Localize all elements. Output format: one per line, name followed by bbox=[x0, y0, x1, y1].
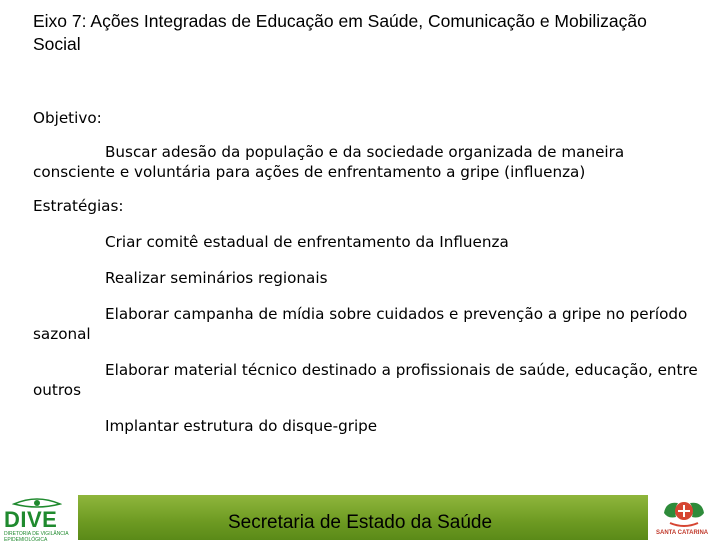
list-item: Criar comitê estadual de enfrentamento da Influenza bbox=[105, 233, 509, 251]
footer-bar bbox=[0, 495, 720, 543]
footer-text: Secretaria de Estado da Saúde bbox=[227, 512, 493, 533]
state-emblem-icon bbox=[658, 497, 710, 529]
santa-catarina-text: SANTA CATARINA bbox=[656, 530, 709, 536]
estrategias-list bbox=[33, 232, 703, 436]
list-item: Elaborar material técnico destinado a profissionais de saúde, educação, entre outros bbox=[33, 361, 698, 399]
list-item: Elaborar campanha de mídia sobre cuidados e prevenção a gripe no período sazonal bbox=[33, 305, 688, 343]
dive-logo-word: DIVE bbox=[4, 507, 58, 532]
list-item: Implantar estrutura do disque-gripe bbox=[105, 417, 378, 435]
dive-logo-subtitle: DIRETORIA DE VIGILÂNCIA EPIDEMIOLÓGICA bbox=[4, 531, 69, 543]
objetivo-label: Objetivo: bbox=[33, 109, 102, 127]
slide-title: Eixo 7: Ações Integradas de Educação em Saúde, Comunicação e Mobilização Social bbox=[33, 11, 647, 54]
slide-body bbox=[33, 108, 703, 436]
santa-catarina-logo bbox=[648, 495, 720, 540]
list-item: Realizar seminários regionais bbox=[105, 269, 328, 287]
objetivo-text: Buscar adesão da população e da sociedade organizada de maneira consciente e voluntária para ações de enfrentamento a gripe (influenza) bbox=[33, 143, 625, 181]
estrategias-label: Estratégias: bbox=[33, 197, 124, 215]
dive-logo bbox=[0, 495, 78, 543]
